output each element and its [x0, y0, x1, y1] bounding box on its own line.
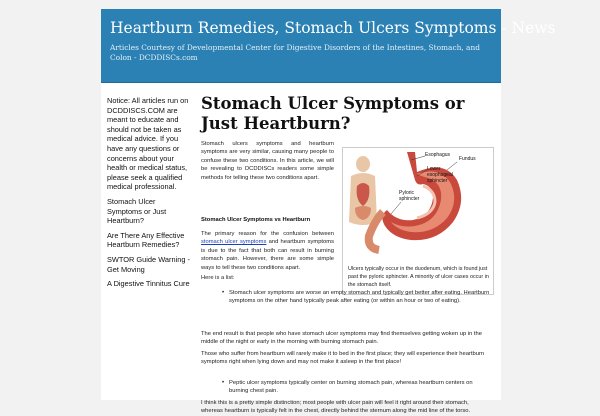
label-fundus: Fundus — [459, 156, 476, 162]
stomach-ulcer-symptoms-link[interactable]: stomach ulcer symptoms — [201, 239, 267, 246]
figure-caption: Ulcers typically occur in the duodenum, which is found just past the pyloric sphincter. A minority of ulcer cases occur in the stomach itself. — [348, 266, 489, 288]
label-esophagus: Esophagus — [425, 152, 451, 158]
list-item-text: Peptic ulcer symptoms typically center on burning stomach pain, whereas heartburn centers on burning chest pain. — [229, 380, 473, 395]
site-title[interactable]: Heartburn Remedies, Stomach Ulcers Symptoms - News — [110, 19, 556, 37]
page-content — [101, 83, 501, 415]
article-title[interactable]: Stomach Ulcer Symptoms or Just Heartburn? — [201, 94, 465, 133]
sidebar-link-heartburn-remedies[interactable]: Are There Any Effective Heartburn Remedies? — [107, 230, 185, 250]
reason-text-after: and heartburn symptoms is due to the fact that both can result in burning stomach pain. However, there are some simple ways to tell these two conditions apart. — [201, 239, 334, 271]
list-intro: Here is a list: — [201, 275, 235, 281]
section-heading: Stomach Ulcer Symptoms vs Heartburn — [201, 217, 311, 223]
label-pyloric-sphincter: Pyloric sphincter — [399, 190, 420, 202]
stomach-diagram-figure — [342, 147, 494, 295]
article-intro: Stomach ulcers symptoms and heartburn symptoms are very similar, causing many people to confuse these two conditions. In this article, we will be revealing to DCDDISCs readers some simple methods for telling these two conditions apart. — [201, 141, 334, 181]
site-header — [101, 9, 556, 83]
list-item — [222, 379, 491, 396]
sidebar-link-tinnitus-cure[interactable]: A Digestive Tinnitus Cure — [107, 279, 190, 289]
list-item — [222, 289, 491, 306]
bullet-icon: • — [222, 380, 225, 386]
article-paragraph-distinction: I think this is a pretty simple distinction; most people with ulcer pain will feel it right around their stomach, whereas heartburn is typically felt in the chest, directly behind the sternum along the mid line of the torso. — [201, 400, 471, 415]
sidebar-link-ulcer-heartburn[interactable]: Stomach Ulcer Symptoms or Just Heartburn? — [107, 196, 167, 226]
sidebar-notice: Notice: All articles run on DCDDISCS.COM are meant to educate and should not be taken as medical advice. If you have any questions or concerns about your health or medical status, please seek a qualified medical professional. — [107, 96, 189, 192]
article — [201, 94, 491, 415]
site-description: Articles Courtesy of Developmental Center for Digestive Disorders of the Intestines, Stomach, and Colon - DCDDISCs.com — [110, 43, 480, 62]
article-paragraph-end-result: The end result is that people who have stomach ulcer symptoms may find themselves getting woken up in the middle of the night or early in the morning with burning stomach pain. — [201, 331, 482, 346]
label-lower-esophageal-sphincter: Lower esophageal sphincter — [427, 166, 453, 184]
list-item-text: Stomach ulcer symptoms are worse an empty stomach and typically get better after eating. Heartburn symptoms on the other hand typically peak after eating (or within an hour or two of eating). — [229, 290, 490, 305]
article-paragraph-heartburn-sufferers: Those who suffer from heartburn will rarely make it to bed in the first place; they will experience their heartburn symptoms right when lying down and may not make it asleep in the first place! — [201, 351, 485, 366]
stomach-anatomy-illustration — [345, 150, 491, 262]
reason-text-before: The primary reason for the confusion between — [201, 231, 334, 237]
sidebar-link-swtor-guide[interactable]: SWTOR Guide Warning - Get Moving — [107, 254, 190, 274]
bullet-icon: • — [222, 290, 225, 296]
article-reason-paragraph — [201, 230, 334, 272]
sidebar — [107, 96, 190, 289]
